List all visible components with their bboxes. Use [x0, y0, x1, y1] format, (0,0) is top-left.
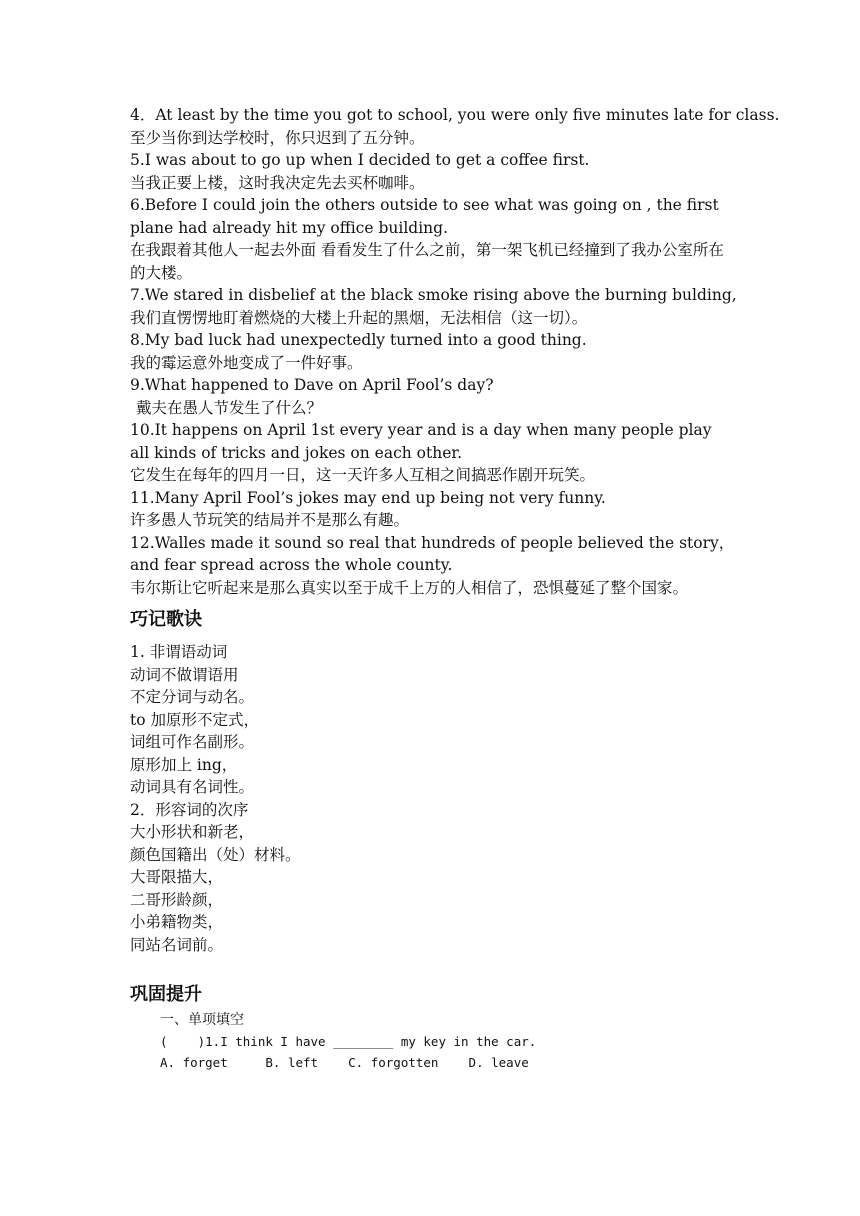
mnemonic-line: 大哥限描大，: [130, 868, 224, 886]
mnemonic-line: to 加原形不定式，: [130, 710, 259, 729]
section-title: 一、单项填空: [160, 1012, 244, 1028]
sentence-7: [130, 284, 735, 329]
mnemonic-line: 二哥形龄颜，: [130, 890, 224, 909]
sentence-5-en: 5.I was about to go up when I decided to get a coffee first.: [130, 151, 590, 169]
sentence-12-zh: 韦尔斯让它听起来是那么真实以至于成千上万的人相信了，恐惧蔓延了整个国家。: [130, 578, 689, 597]
sentence-9-zh: 戴夫在愚人节发生了什么？: [136, 398, 323, 417]
sentence-11: [130, 487, 735, 532]
sentence-9-en: 9.What happened to Dave on April Fool’s day?: [130, 376, 494, 394]
sentence-8-zh: 我的霉运意外地变成了一件好事。: [130, 353, 363, 372]
mnemonic-line: 1. 非谓语动词: [130, 643, 228, 661]
sentence-10: [130, 419, 735, 487]
sentence-4: [130, 104, 780, 149]
sentence-8: [130, 329, 735, 374]
sentence-4-zh: 至少当你到达学校时，你只迟到了五分钟。: [130, 128, 425, 147]
mnemonic-line: 动词不做谓语用: [130, 665, 239, 684]
sentence-6: [130, 194, 735, 284]
mnemonic-line: 颜色国籍出（处）材料。: [130, 845, 301, 864]
mnemonic-line: 小弟籍物类，: [130, 913, 224, 931]
mnemonic-list: [130, 641, 735, 956]
sentence-6-zh: 在我跟着其他人一起去外面 看看发生了什么之前，第一架飞机已经撞到了我办公室所在的大楼。: [130, 241, 724, 282]
mnemonic-line: 原形加上 ing，: [130, 755, 238, 774]
mnemonic-heading: 巧记歌诀: [130, 609, 202, 630]
mnemonic-line: 词组可作名副形。: [130, 733, 255, 751]
sentence-8-en: 8.My bad luck had unexpectedly turned into a good thing.: [130, 331, 587, 349]
sentence-7-zh: 我们直愣愣地盯着燃烧的大楼上升起的黑烟，无法相信（这一切）。: [130, 308, 588, 327]
sentence-5-zh: 当我正要上楼，这时我决定先去买杯咖啡。: [130, 173, 425, 192]
sentence-10-zh: 它发生在每年的四月一日，这一天许多人互相之间搞恶作剧开玩笑。: [130, 466, 596, 484]
sentence-10-en: 10.It happens on April 1st every year and is a day when many people play all kinds of tricks and jokes on each other.: [130, 421, 712, 462]
sentence-7-en: 7.We stared in disbelief at the black smoke rising above the burning bulding,: [130, 286, 737, 304]
question-1-options: A. forget B. left C. forgotten D. leave: [160, 1055, 529, 1070]
mnemonic-line: 动词具有名词性。: [130, 778, 255, 796]
question-1: ( )1.I think I have ________ my key in the car.: [160, 1034, 537, 1049]
sentence-6-en: 6.Before I could join the others outside to see what was going on , the first plane had already hit my office building.: [130, 196, 719, 237]
sentence-11-en: 11.Many April Fool’s jokes may end up being not very funny.: [130, 488, 606, 507]
sentence-9: [130, 374, 735, 419]
sentence-11-zh: 许多愚人节玩笑的结局并不是那么有趣。: [130, 511, 410, 529]
mnemonic-line: 大小形状和新老，: [130, 823, 255, 841]
mnemonic-line: 同站名词前。: [130, 935, 224, 954]
sentence-4-en: 4．At least by the time you got to school, you were only five minutes late for class.: [130, 106, 780, 124]
document-page: [130, 104, 780, 1073]
mnemonic-line: 不定分词与动名。: [130, 688, 255, 706]
sentence-12-en: 12.Walles made it sound so real that hundreds of people believed the story，and fear spread across the whole county.: [130, 533, 735, 574]
sentence-12: [130, 532, 735, 600]
mnemonic-line: 2．形容词的次序: [130, 800, 249, 819]
sentence-5: [130, 149, 735, 194]
consolidation-heading: 巩固提升: [130, 984, 202, 1005]
